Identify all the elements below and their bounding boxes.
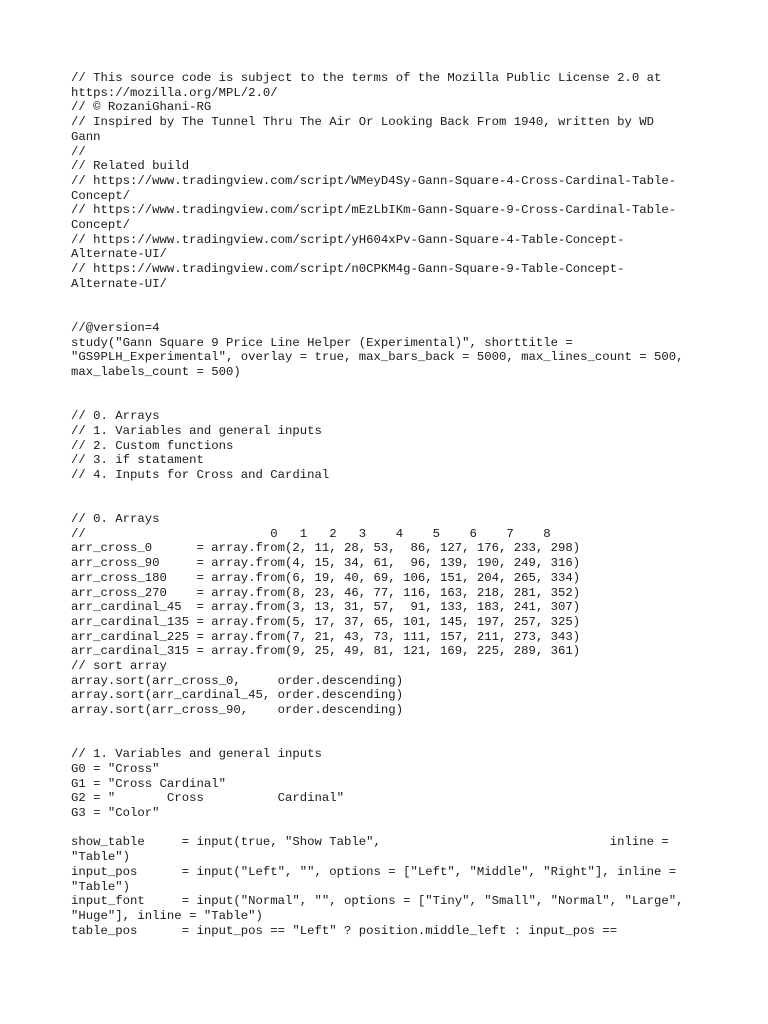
code-line: // 0. Arrays: [71, 512, 160, 526]
code-line: Alternate-UI/: [71, 276, 167, 291]
code-line: arr_cross_90 = array.from(4, 15, 34, 61, 96, 139, 190, 249, 316): [71, 556, 581, 571]
code-line: [71, 497, 711, 512]
code-line: Concept/: [71, 188, 131, 203]
code-line: // https://www.tradingview.com/script/WMeyD4Sy-Gann-Square-4-Cross-Cardinal-Table-: [71, 173, 677, 188]
code-line: table_pos = input_pos == "Left" ? position.middle_left : input_pos ==: [71, 923, 618, 938]
code-line: Gann: [71, 129, 101, 144]
code-line: [71, 821, 711, 836]
code-line: [71, 380, 711, 395]
code-line: G3 = "Color": [71, 806, 160, 821]
code-line: // 3. if statament: [71, 453, 204, 468]
code-line: show_table = input(true, "Show Table", inline =: [71, 835, 669, 850]
code-line: G0 = "Cross": [71, 761, 160, 776]
code-line: [71, 306, 711, 321]
code-line: "Huge"], inline = "Table"): [71, 908, 263, 923]
code-line: [71, 292, 711, 307]
code-line: [71, 394, 711, 409]
code-line: // 0. Arrays: [71, 409, 160, 424]
code-line: arr_cross_270 = array.from(8, 23, 46, 77, 116, 163, 218, 281, 352): [71, 585, 581, 600]
code-line: Alternate-UI/: [71, 247, 167, 262]
code-line: [71, 733, 711, 748]
code-line: // https://www.tradingview.com/script/yH604xPv-Gann-Square-4-Table-Concept-: [71, 232, 625, 247]
code-line: arr_cross_0 = array.from(2, 11, 28, 53, 86, 127, 176, 233, 298): [71, 541, 581, 556]
code-line: max_labels_count = 500): [71, 365, 241, 380]
code-line: Concept/: [71, 218, 131, 233]
code-line: // 4. Inputs for Cross and Cardinal: [71, 467, 330, 482]
code-line: G2 = " Cross Cardinal": [71, 791, 345, 806]
code-line: [71, 483, 711, 498]
code-line: array.sort(arr_cross_90, order.descending): [71, 703, 404, 718]
code-line: arr_cardinal_225 = array.from(7, 21, 43, 73, 111, 157, 211, 273, 343): [71, 629, 581, 644]
code-line: // 1. Variables and general inputs: [71, 423, 322, 438]
code-line: arr_cardinal_135 = array.from(5, 17, 37, 65, 101, 145, 197, 257, 325): [71, 614, 581, 629]
code-line: arr_cardinal_45 = array.from(3, 13, 31, 57, 91, 133, 183, 241, 307): [71, 600, 581, 615]
code-line: // 2. Custom functions: [71, 438, 234, 453]
code-line: // © RozaniGhani-RG: [71, 100, 212, 115]
code-line: //@version=4: [71, 320, 160, 335]
code-line: array.sort(arr_cardinal_45, order.descending): [71, 688, 404, 703]
code-line: study("Gann Square 9 Price Line Helper (Experimental)", shorttitle =: [71, 335, 573, 350]
code-line: // This source code is subject to the terms of the Mozilla Public License 2.0 at: [71, 71, 662, 85]
source-code-document: [71, 71, 711, 938]
code-line: arr_cross_180 = array.from(6, 19, 40, 69, 106, 151, 204, 265, 334): [71, 570, 581, 585]
code-line: // 1. Variables and general inputs: [71, 747, 322, 762]
code-line: // Inspired by The Tunnel Thru The Air Or Looking Back From 1940, written by WD: [71, 115, 654, 130]
code-line: G1 = "Cross Cardinal": [71, 776, 226, 791]
code-line: // 0 1 2 3 4 5 6 7 8: [71, 526, 551, 541]
code-line: // https://www.tradingview.com/script/mEzLbIKm-Gann-Square-9-Cross-Cardinal-Table-: [71, 203, 677, 218]
code-line: input_font = input("Normal", "", options = ["Tiny", "Small", "Normal", "Large",: [71, 894, 684, 909]
code-line: "Table"): [71, 879, 131, 894]
code-line: arr_cardinal_315 = array.from(9, 25, 49, 81, 121, 169, 225, 289, 361): [71, 644, 581, 659]
code-line: "GS9PLH_Experimental", overlay = true, max_bars_back = 5000, max_lines_count = 500,: [71, 350, 684, 365]
code-line: https://mozilla.org/MPL/2.0/: [71, 85, 278, 100]
code-line: // sort array: [71, 659, 167, 674]
code-line: "Table"): [71, 850, 131, 865]
code-line: array.sort(arr_cross_0, order.descending): [71, 673, 404, 688]
code-line: // Related build: [71, 159, 190, 174]
code-line: // https://www.tradingview.com/script/n0CPKM4g-Gann-Square-9-Table-Concept-: [71, 262, 625, 277]
code-line: [71, 718, 711, 733]
code-line: input_pos = input("Left", "", options = ["Left", "Middle", "Right"], inline =: [71, 864, 677, 879]
code-line: //: [71, 144, 86, 159]
